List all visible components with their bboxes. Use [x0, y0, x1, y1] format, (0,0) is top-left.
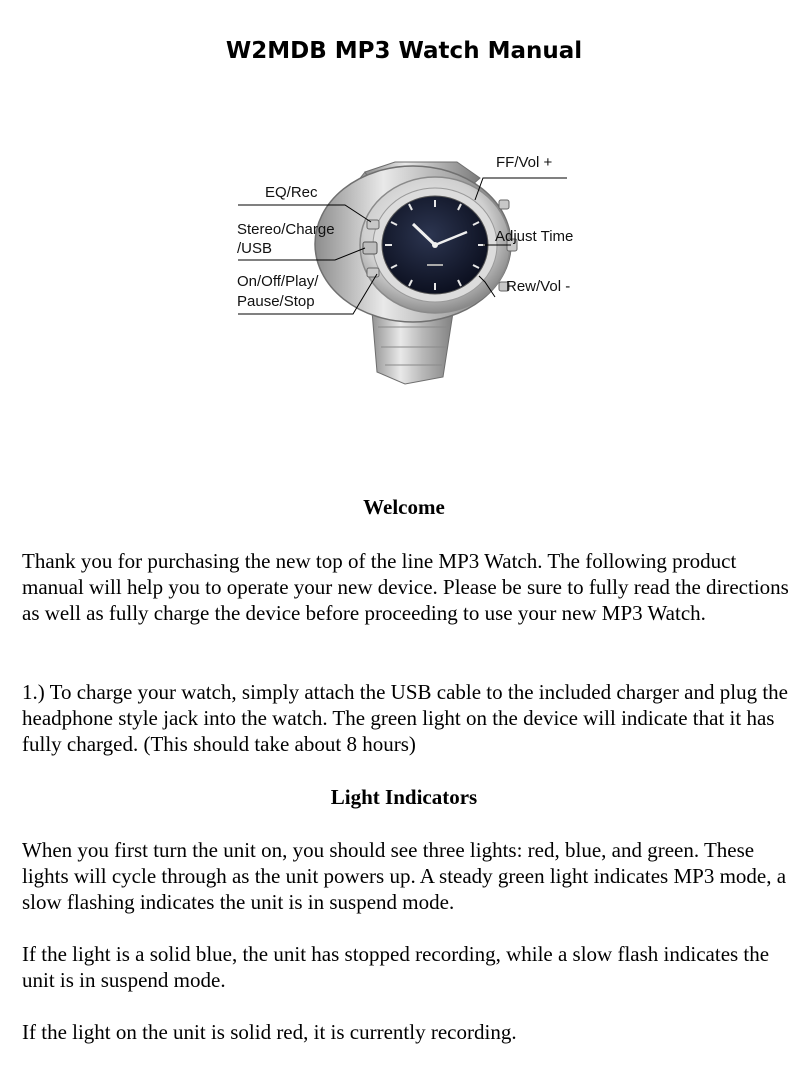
- lights-paragraph-1: When you first turn the unit on, you should see three lights: red, blue, and green. These lights will cycle through as the unit powers up. A steady green light indicates MP3 mode, a slow flashing indicates the unit is in suspend mode.: [22, 838, 787, 914]
- ff-vol-button: [499, 200, 509, 209]
- stereo-charge-port: [363, 242, 377, 254]
- page-title: W2MDB MP3 Watch Manual: [225, 38, 583, 64]
- callout-eq-rec: EQ/Rec: [265, 184, 318, 201]
- callout-pause-stop: Pause/Stop: [237, 293, 315, 310]
- callout-stereo-charge: Stereo/Charge: [237, 221, 335, 238]
- callout-on-off-play: On/Off/Play/: [237, 273, 319, 290]
- welcome-heading: Welcome: [363, 495, 445, 519]
- play-button: [367, 268, 379, 277]
- watch-figure: [195, 92, 590, 392]
- callout-rew-vol-minus: Rew/Vol -: [506, 278, 571, 295]
- lights-paragraph-3: If the light on the unit is solid red, it is currently recording.: [22, 1020, 517, 1044]
- eq-rec-button: [367, 220, 379, 229]
- light-indicators-heading: Light Indicators: [330, 785, 478, 809]
- welcome-paragraph: Thank you for purchasing the new top of the line MP3 Watch. The following product manual will help you to operate your new device. Please be sure to fully read the directions as well as fully charge the device before proceeding to use your new MP3 Watch.: [22, 549, 789, 625]
- callout-adjust-time: Adjust Time: [495, 228, 574, 245]
- callout-ff-vol-plus: FF/Vol +: [496, 154, 553, 171]
- charging-paragraph: 1.) To charge your watch, simply attach the USB cable to the included charger and plug the headphone style jack into the watch. The green light on the device will indicate that it has fully charged. (This should take about 8 hours): [22, 680, 788, 756]
- lights-paragraph-2: If the light is a solid blue, the unit has stopped recording, while a slow flash indicates the unit is in suspend mode.: [22, 942, 770, 992]
- callout-usb: /USB: [237, 240, 273, 257]
